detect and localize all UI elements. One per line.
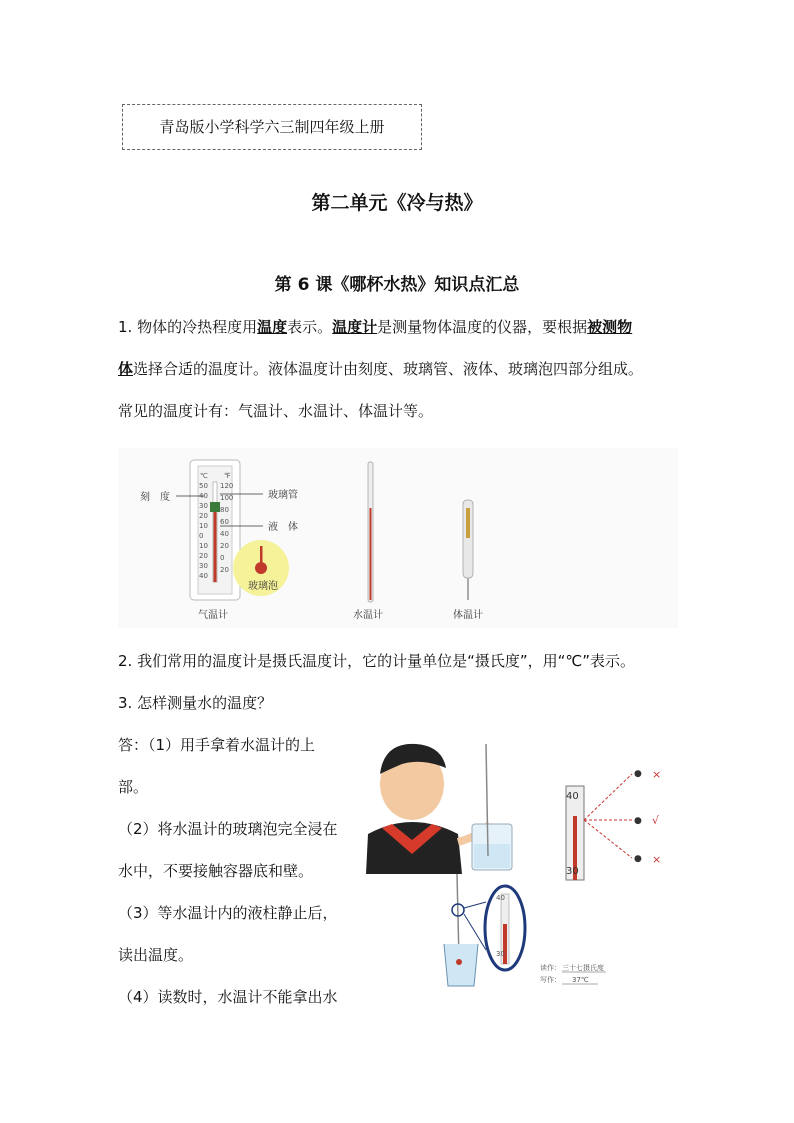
p1-line3: 常见的温度计有：气温计、水温计、体温计等。 [118,402,434,420]
svg-text:40: 40 [199,492,208,500]
water-measurement-figure [362,724,678,994]
eye-icon: ● [634,854,642,864]
p3: 3. 怎样测量水的温度？ [118,694,273,712]
read-label: 读作： [540,964,561,972]
svg-text:20: 20 [199,552,208,560]
svg-text:40: 40 [496,894,505,902]
wrong-mark: × [652,853,662,866]
answer-line1: 答：（1）用手拿着水温计的上 [118,736,316,754]
liquid-column [214,508,217,582]
wrong-mark: × [652,768,662,781]
label-liquid: 液 体 [268,522,298,533]
right-mark: √ [652,814,660,827]
lesson-title: 第 6 课《哪杯水热》知识点汇总 [274,275,520,295]
unit-title: 第二单元《冷与热》 [311,192,483,214]
svg-text:30: 30 [496,950,505,958]
keyword-measured-object: 被测物 [587,318,633,336]
keyword-temperature: 温度 [257,318,288,336]
eye-icon: ● [634,769,642,779]
svg-text:40: 40 [220,530,229,538]
scale-bottom: 30 [566,866,579,877]
fahrenheit-unit: ℉ [224,472,231,480]
svg-text:30: 30 [199,502,208,510]
read-value: 三十七摄氏度 [562,964,604,972]
answer-line7: （4）读数时，水温计不能拿出水 [118,988,338,1006]
label-body-thermometer: 体温计 [453,610,483,621]
label-tube: 玻璃管 [268,490,298,501]
svg-text:20: 20 [199,512,208,520]
answer-line6: 读出温度。 [118,946,194,964]
thermometer-types-figure [118,448,678,628]
svg-text:60: 60 [220,518,229,526]
svg-text:120: 120 [220,482,234,490]
answer-line5: （3）等水温计内的液柱静止后， [118,904,338,922]
svg-text:0: 0 [199,532,204,540]
p2: 2. 我们常用的温度计是摄氏温度计，它的计量单位是“摄氏度”，用“℃”表示。 [118,652,636,670]
answer-line2: 部。 [118,778,149,796]
svg-text:50: 50 [199,482,208,490]
svg-text:10: 10 [199,522,208,530]
grade-badge: 青岛版小学科学六三制四年级上册 [122,104,422,150]
label-scale: 刻 度 [140,492,170,503]
label-water-thermometer: 水温计 [353,610,383,621]
svg-text:80: 80 [220,506,229,514]
eye-icon: ● [634,816,642,826]
keyword-thermometer: 温度计 [332,318,378,336]
p1-line2: 体选择合适的温度计。液体温度计由刻度、玻璃管、液体、玻璃泡四部分组成。 [118,360,644,378]
p1-line1: 1. 物体的冷热程度用温度表示。温度计是测量物体温度的仪器，要根据被测物 [118,318,633,336]
svg-text:20: 20 [220,566,229,574]
svg-text:20: 20 [220,542,229,550]
answer-line3: （2）将水温计的玻璃泡完全浸在 [118,820,338,838]
svg-text:10: 10 [199,542,208,550]
label-air-thermometer: 气温计 [198,610,228,621]
boy-illustration [366,744,490,874]
celsius-unit: ℃ [200,472,208,480]
label-bulb: 玻璃泡 [248,581,278,592]
svg-text:100: 100 [220,494,234,502]
svg-text:40: 40 [199,572,208,580]
liquid-marker [210,502,220,512]
scale-top: 40 [566,791,579,802]
write-label: 写作： [540,976,561,984]
svg-text:30: 30 [199,562,208,570]
svg-text:0: 0 [220,554,225,562]
write-value: 37℃ [572,976,589,984]
answer-line4: 水中，不要接触容器底和壁。 [118,862,314,880]
